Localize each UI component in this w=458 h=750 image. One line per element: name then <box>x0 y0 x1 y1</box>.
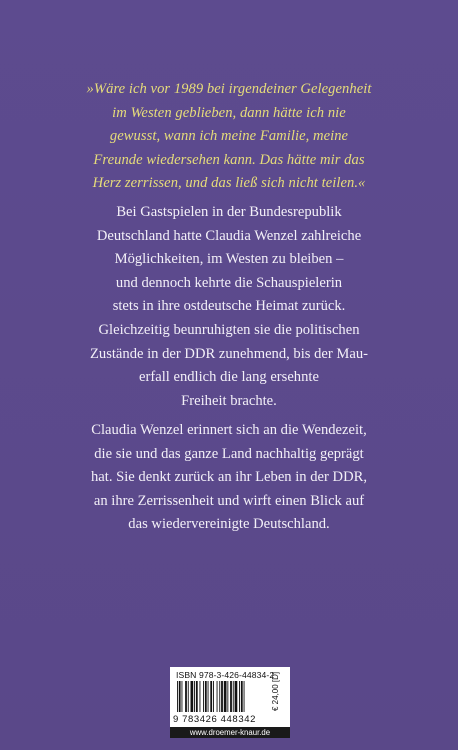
blurb-line: Freiheit brachte. <box>181 392 277 409</box>
barcode-digits: 9 783426 448342 <box>173 714 256 725</box>
blurb-line: erfall endlich die lang ersehnte <box>139 369 319 386</box>
quote-line: Herz zerrissen, und das ließ sich nicht teilen.« <box>92 175 366 192</box>
quote-line: im Westen geblieben, dann hätte ich nie <box>112 104 346 121</box>
blurb-line: und dennoch kehrte die Schauspielerin <box>115 274 343 291</box>
blurb-paragraph-1 <box>0 201 458 413</box>
blurb-paragraph-2 <box>0 419 458 537</box>
blurb-line: hat. Sie denkt zurück an ihr Leben in der DDR, <box>91 469 367 486</box>
price-label: € 24,00 [D] <box>271 671 280 711</box>
blurb-line: Deutschland hatte Claudia Wenzel zahlreiche <box>96 227 362 244</box>
blurb-line: an ihre Zerrissenheit und wirft einen Blick auf <box>93 492 365 509</box>
barcode-label <box>170 667 290 738</box>
blurb-line: Zustände in der DDR zunehmend, bis der Mau- <box>89 345 369 362</box>
blurb-line: die sie und das ganze Land nachhaltig geprägt <box>94 445 364 462</box>
isbn-number: ISBN 978-3-426-44834-2 <box>176 670 275 680</box>
quote-block <box>0 78 458 196</box>
quote-line: Freunde wiedersehen kann. Das hätte mir das <box>93 151 365 168</box>
blurb-line: stets in ihre ostdeutsche Heimat zurück. <box>112 298 346 315</box>
blurb-line: Bei Gastspielen in der Bundesrepublik <box>116 204 342 220</box>
blurb-line: Claudia Wenzel erinnert sich an die Wendezeit, <box>91 422 367 438</box>
quote-line: gewusst, wann ich meine Familie, meine <box>109 128 349 145</box>
blurb-line: das wiedervereinigte Deutschland. <box>128 516 330 533</box>
barcode-icon <box>175 681 267 715</box>
quote-line: »Wäre ich vor 1989 bei irgendeiner Gelegenheit <box>86 81 372 97</box>
publisher-website: www.droemer-knaur.de <box>170 727 290 738</box>
blurb-line: Möglichkeiten, im Westen zu bleiben – <box>114 251 344 268</box>
blurb-line: Gleichzeitig beunruhigten sie die politischen <box>98 321 360 338</box>
